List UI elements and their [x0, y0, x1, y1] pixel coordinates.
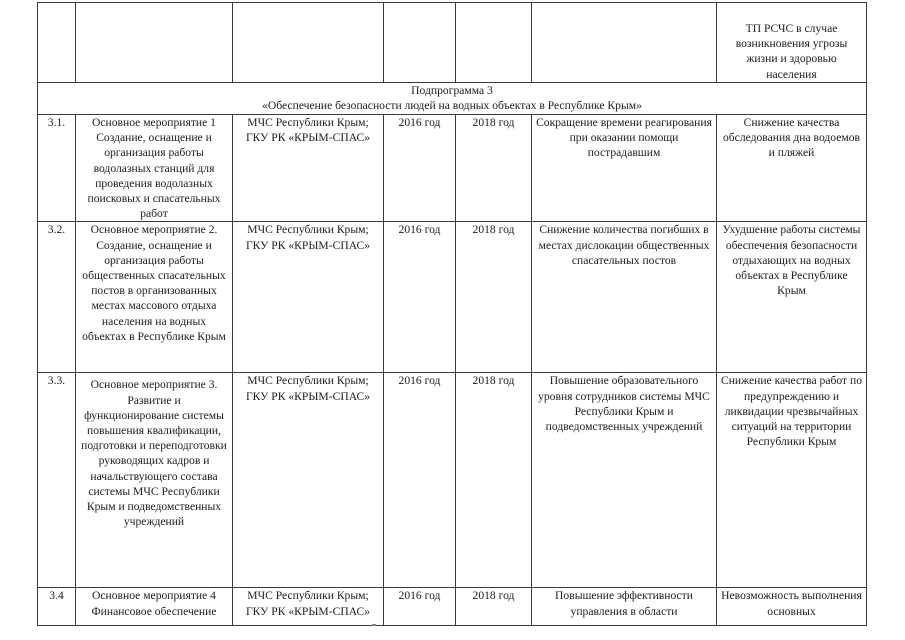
- program-table: [37, 2, 867, 626]
- start-year-cell: 2016 год: [384, 588, 456, 626]
- executor-cell: МЧС Республики Крым; ГКУ РК «КРЫМ-СПАС»: [233, 222, 384, 373]
- result-cell: Повышение эффективности управления в области: [532, 588, 717, 626]
- subprogram-header-row: [38, 83, 867, 115]
- end-year-cell: 2018 год: [456, 588, 532, 626]
- row-number: 3.2.: [38, 222, 76, 373]
- measure-cell: Основное мероприятие 3. Развитие и функционирование системы повышения квалификации, подготовки и переподготовки руководящих кадров и начальствующего состава системы МЧС Республики Крым и подведомственных учреждений: [76, 373, 233, 588]
- measure-cell: Основное мероприятие 4 Финансовое обеспечение: [76, 588, 233, 626]
- consequences-cell: Снижение качества обследования дна водоемов и пляжей: [717, 115, 867, 222]
- subprogram-header: [38, 83, 867, 115]
- table-row: [38, 115, 867, 222]
- executor-cell: МЧС Республики Крым; ГКУ РК «КРЫМ-СПАС»: [233, 115, 384, 222]
- end-year-cell: 2018 год: [456, 373, 532, 588]
- table-cell: [38, 3, 76, 83]
- table-row: [38, 3, 867, 83]
- result-cell: Сокращение времени реагирования при оказании помощи пострадавшим: [532, 115, 717, 222]
- table-cell: [456, 3, 532, 83]
- table-cell: [384, 3, 456, 83]
- result-cell: Снижение количества погибших в местах дислокации общественных спасательных постов: [532, 222, 717, 373]
- table-row: [38, 373, 867, 588]
- table-cell: [233, 3, 384, 83]
- row-number: 3.4: [38, 588, 76, 626]
- table-cell: [76, 3, 233, 83]
- measure-cell: Основное мероприятие 2. Создание, оснащение и организация работы общественных спасательных постов в организованных местах массового отдыха населения на водных объектах в Республике Крым: [76, 222, 233, 373]
- executor-cell: МЧС Республики Крым; ГКУ РК «КРЫМ-СПАС»: [233, 373, 384, 588]
- scan-mark: [372, 624, 376, 626]
- table-row: [38, 588, 867, 626]
- start-year-cell: 2016 год: [384, 115, 456, 222]
- consequences-cell: Снижение качества работ по предупреждению и ликвидации чрезвычайных ситуаций на территории Республики Крым: [717, 373, 867, 588]
- consequences-cell: Ухудшение работы системы обеспечения безопасности отдыхающих на водных объектах в Республике Крым: [717, 222, 867, 373]
- consequences-cell: [717, 3, 867, 83]
- subprogram-title: Подпрограмма 3: [411, 84, 493, 97]
- end-year-cell: 2018 год: [456, 115, 532, 222]
- consequences-cell: Невозможность выполнения основных: [717, 588, 867, 626]
- consequences-text: ТП РСЧС в случае возникновения угрозы жизни и здоровью населения: [735, 22, 848, 81]
- row-number: 3.1.: [38, 115, 76, 222]
- result-cell: Повышение образовательного уровня сотрудников системы МЧС Республики Крым и подведомственных учреждений: [532, 373, 717, 588]
- table-cell: [532, 3, 717, 83]
- executor-cell: МЧС Республики Крым; ГКУ РК «КРЫМ-СПАС»: [233, 588, 384, 626]
- start-year-cell: 2016 год: [384, 373, 456, 588]
- end-year-cell: 2018 год: [456, 222, 532, 373]
- measure-cell: Основное мероприятие 1 Создание, оснащение и организация работы водолазных станций для проведения водолазных поисковых и спасательных работ: [76, 115, 233, 222]
- subprogram-name: «Обеспечение безопасности людей на водных объектах в Республике Крым»: [262, 99, 642, 112]
- start-year-cell: 2016 год: [384, 222, 456, 373]
- table-row: [38, 222, 867, 373]
- row-number: 3.3.: [38, 373, 76, 588]
